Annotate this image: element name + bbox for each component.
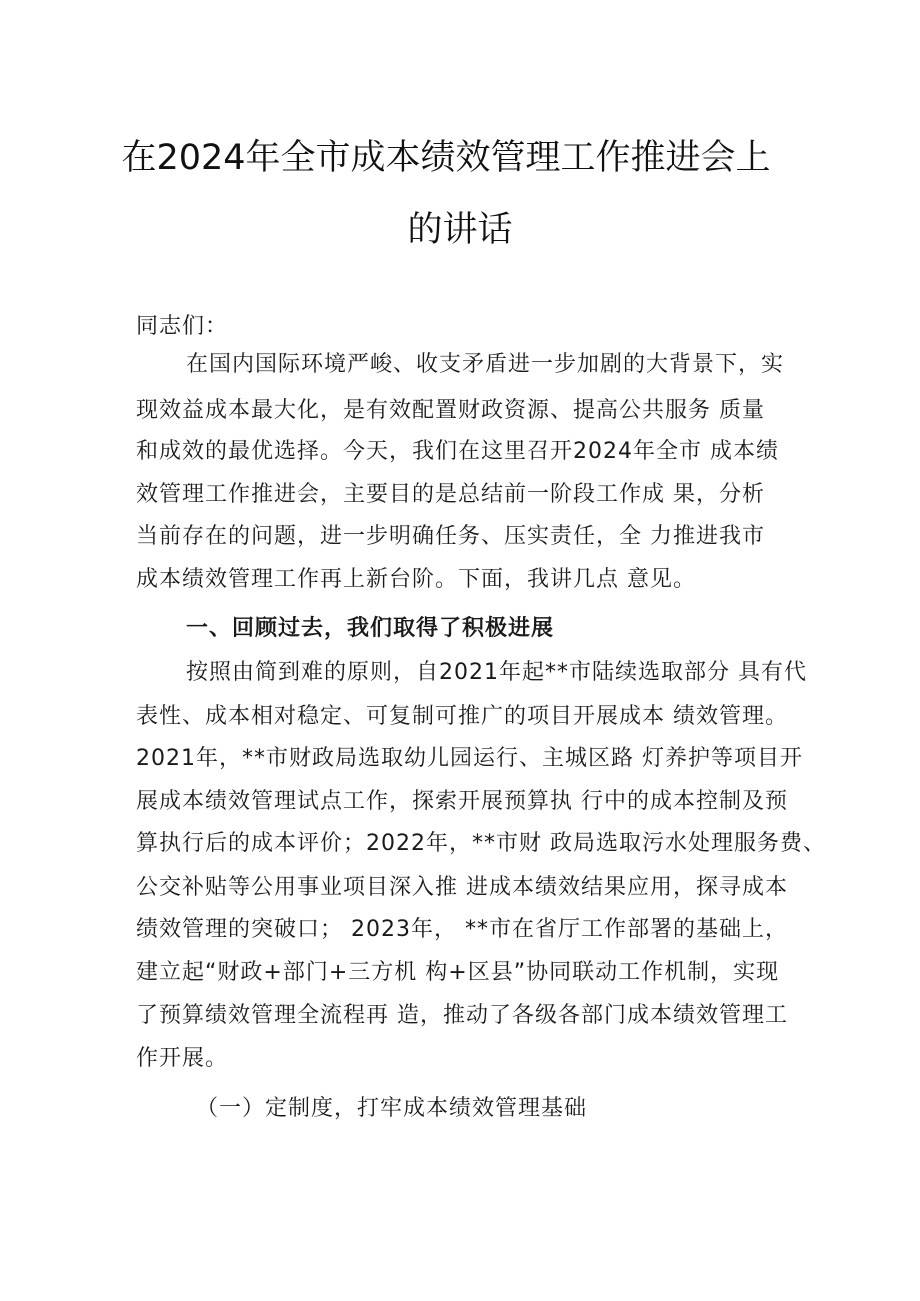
section-heading: 一、回顾过去，我们取得了积极进展	[186, 616, 555, 641]
document-title-line-2: 的讲话	[407, 210, 513, 250]
salutation: 同志们：	[136, 314, 229, 339]
intro-line: 现效益成本最大化，是有效配置财政资源、提高公共服务 质量	[136, 398, 765, 423]
document-title-line-1: 在2024年全市成本绩效管理工作推进会上	[121, 138, 771, 178]
body-line: 表性、成本相对稳定、可复制可推广的项目开展成本 绩效管理。	[136, 704, 788, 729]
body-line: 作开展。	[136, 1046, 229, 1071]
intro-line: 和成效的最优选择。今天，我们在这里召开2024年全市 成本绩	[136, 439, 779, 464]
body-line: 算执行后的成本评价；2022年，**市财 政局选取污水处理服务费、	[136, 831, 826, 856]
subsection-heading: （一）定制度，打牢成本绩效管理基础	[196, 1096, 588, 1121]
body-line: 建立起“财政+部门+三方机 构+区县”协同联动工作机制，实现	[136, 960, 780, 985]
body-line: 2021年，**市财政局选取幼儿园运行、主城区路 灯养护等项目开	[136, 746, 803, 771]
intro-line: 效管理工作推进会，主要目的是总结前一阶段工作成 果，分析	[136, 482, 765, 507]
body-line: 公交补贴等公用事业项目深入推 进成本绩效结果应用，探寻成本	[136, 875, 788, 900]
body-line: 绩效管理的突破口； 2023年， **市在省厅工作部署的基础上，	[136, 917, 788, 942]
intro-line: 在国内国际环境严峻、收支矛盾进一步加剧的大背景下，实	[186, 352, 785, 377]
body-line: 按照由简到难的原则，自2021年起**市陆续选取部分 具有代	[186, 660, 807, 685]
intro-line: 成本绩效管理工作再上新台阶。下面，我讲几点 意见。	[136, 567, 696, 592]
body-line: 展成本绩效管理试点工作，探索开展预算执 行中的成本控制及预	[136, 789, 788, 814]
body-line: 了预算绩效管理全流程再 造，推动了各级各部门成本绩效管理工	[136, 1003, 788, 1028]
intro-line: 当前存在的问题，进一步明确任务、压实责任，全 力推进我市	[136, 524, 765, 549]
